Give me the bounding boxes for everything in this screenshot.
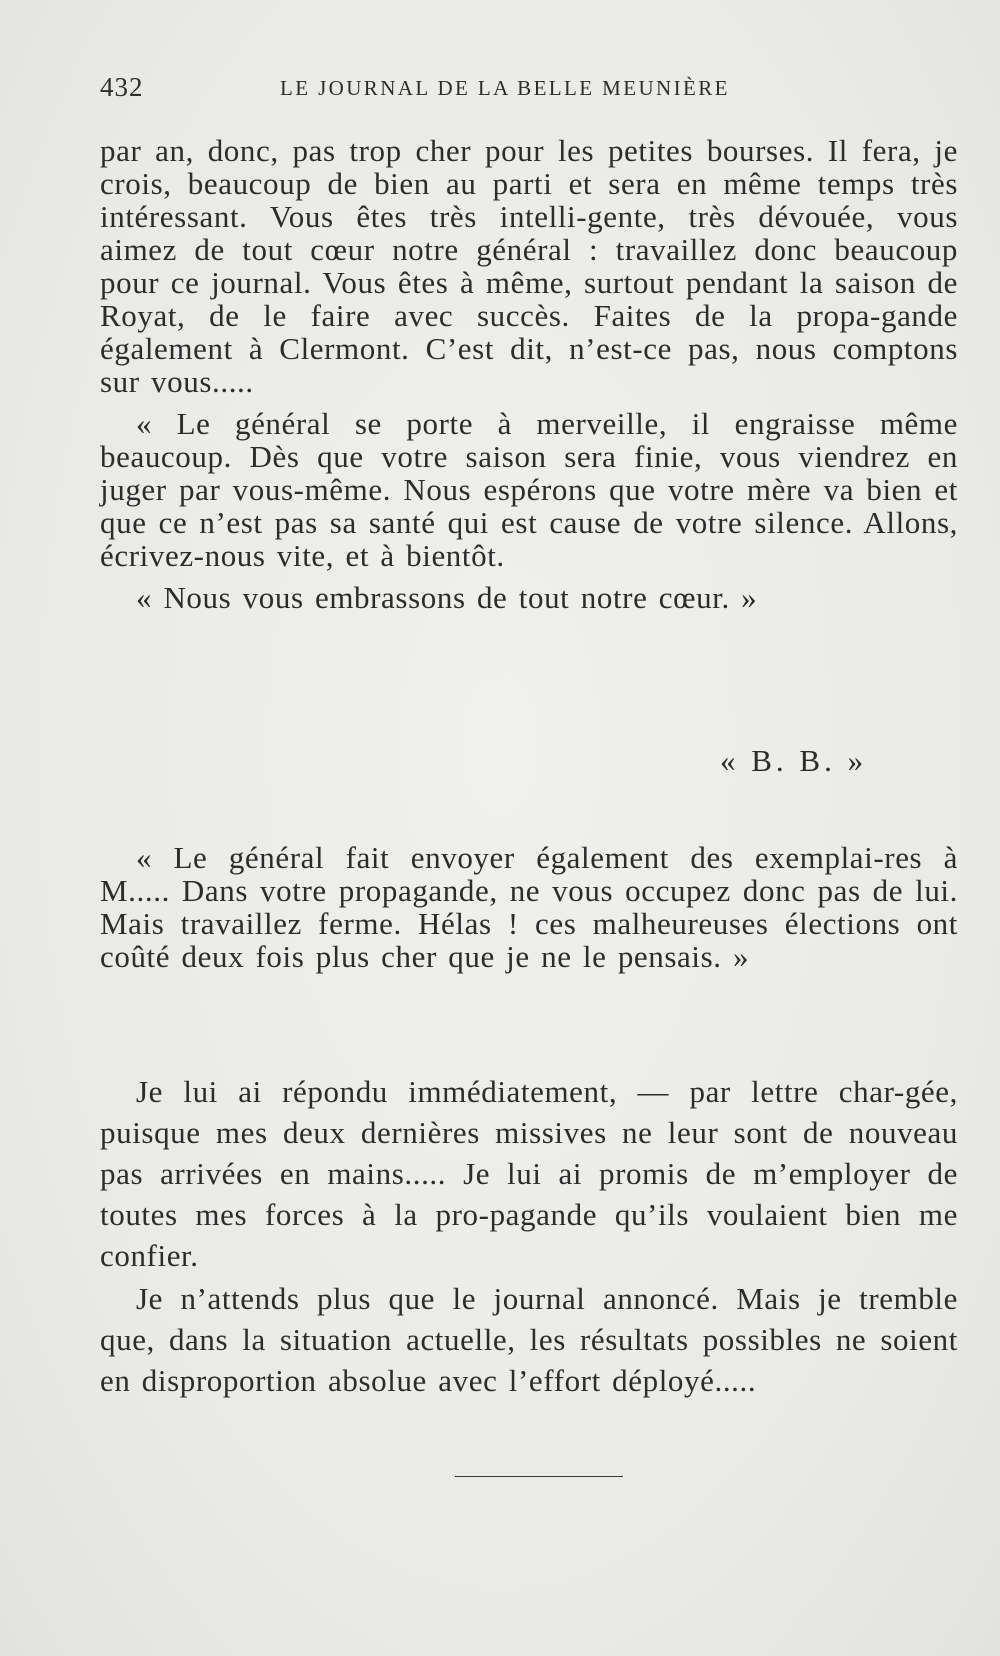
letter-paragraph: « Le général se porte à merveille, il engraisse même beaucoup. Dès que votre saison sera finie, vous viendrez en juger par vous-même. Nous espérons que votre mère va bien et que ce n’est pas sa santé qui est cause de votre silence. Allons, écrivez-nous vite, et à bientôt. xyxy=(100,406,958,573)
letter-postscript xyxy=(100,841,958,973)
narrative-paragraph: Je n’attends plus que le journal annoncé. Mais je tremble que, dans la situation actuelle, les résultats possibles ne soient en disproportion absolue avec l’effort déployé..... xyxy=(100,1281,958,1398)
letter-paragraph: « Nous vous embrassons de tout notre cœur. » xyxy=(136,580,758,615)
running-head: LE JOURNAL DE LA BELLE MEUNIÈRE xyxy=(280,76,730,100)
section-end-rule xyxy=(455,1476,623,1477)
narrative-paragraph: Je lui ai répondu immédiatement, — par lettre char-gée, puisque mes deux dernières missives ne leur sont de nouveau pas arrivées en mains..... Je lui ai promis de m’employer de toutes mes forces à la pro-pagande qu’ils voulaient bien me confier. xyxy=(100,1074,958,1273)
letter-paragraph: par an, donc, pas trop cher pour les petites bourses. Il fera, je crois, beaucoup de bien au parti et sera en même temps très intéressant. Vous êtes très intelli-gente, très dévouée, vous aimez de tout cœur notre général : travaillez donc beaucoup pour ce journal. Vous êtes à même, surtout pendant la saison de Royat, de le faire avec succès. Faites de la propa-gande également à Clermont. C’est dit, n’est-ce pas, nous comptons sur vous..... xyxy=(100,133,958,399)
narrative-body xyxy=(100,1071,958,1401)
page-number: 432 xyxy=(100,72,144,102)
page-header xyxy=(100,72,960,108)
postscript-paragraph: « Le général fait envoyer également des exemplai-res à M..... Dans votre propagande, ne vous occupez donc pas de lui. Mais travaillez ferme. Hélas ! ces malheureuses élections ont coûté deux fois plus cher que je ne le pensais. » xyxy=(100,840,958,974)
letter-signature: « B. B. » xyxy=(720,743,868,778)
letter-body xyxy=(100,134,958,614)
